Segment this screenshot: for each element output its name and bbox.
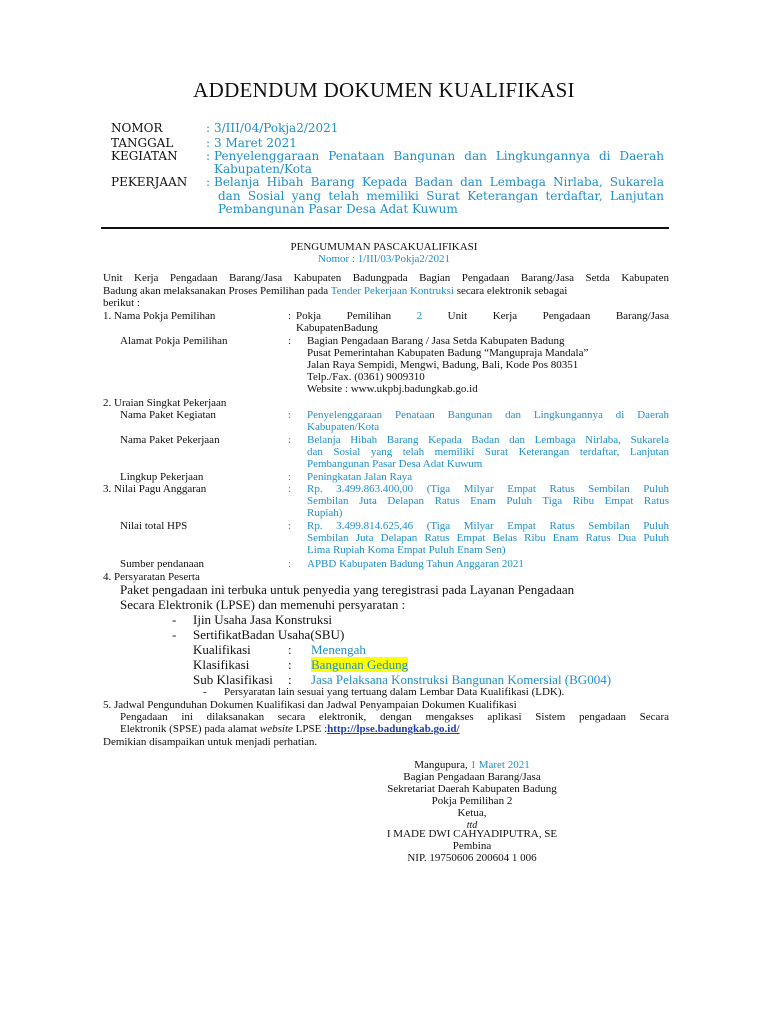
tanggal-value: 3 Maret 2021 [214,136,297,150]
item1-word: Pemilihan [346,310,392,322]
item5-line1: 5. Jadwal Pengunduhan Dokumen Kualifikasi dan Jadwal Penyampaian Dokumen Kualifikasi [103,699,517,711]
sumber-value: APBD Kabupaten Badung Tahun Anggaran 2021 [307,558,524,570]
klasifikasi-label: Klasifikasi [193,657,250,672]
sbu-item: SertifikatBadan Usaha(SBU) [193,627,345,642]
header-divider [101,227,669,229]
persyaratan-line2: Secara Elektronik (LPSE) dan memenuhi persyaratan : [120,597,406,612]
item2-label: 2. Uraian Singkat Pekerjaan [103,397,227,409]
item3-label: 3. Nilai Pagu Anggaran [103,483,207,495]
alamat-line1: Bagian Pengadaan Barang / Jasa Setda Kabupaten Badung [307,335,565,347]
paket-kegiatan-colon: : [288,409,292,421]
paket-pekerjaan-label: Nama Paket Pekerjaan [120,434,220,446]
paket-kegiatan-line1: Penyelenggaraan Penataan Bangunan dan Lingkungannya di Daerah [307,409,669,421]
kegiatan-label: KEGIATAN [111,149,178,163]
bullet-dash: - [172,612,177,627]
hps-line2: Sembilan Juta Delapan Ratus Empat Belas Ribu Enam Ratus Dua Puluh [307,532,669,544]
hps-colon: : [288,520,292,532]
alamat-line4: Telp./Fax. (0361) 9009310 [307,371,425,383]
item1-word: Unit [447,310,468,322]
closing-line: Demikian disampaikan untuk menjadi perhatian. [103,736,318,748]
intro-line2-start: Badung akan melaksanakan Proses Pemilihan pada [103,285,329,297]
subklas-label: Sub Klasifikasi [193,672,273,687]
item4-label: 4. Persyaratan Peserta [103,571,200,583]
signature-line4: Ketua, [457,807,487,819]
pagu-line2: Sembilan Juta Delapan Ratus Enam Puluh Tiga Ribu Empat Ratus [307,495,669,507]
lingkup-label: Lingkup Pekerjaan [120,471,204,483]
item1-pokja-number: 2 [416,310,423,322]
item1-word: Barang/Jasa [615,310,669,322]
signature-line3: Pokja Pemilihan 2 [431,795,513,807]
pekerjaan-value-line2: dan Sosial yang telah memiliki Surat Keterangan terdaftar, Lanjutan [218,189,664,203]
kualifikasi-colon: : [288,642,292,657]
item1-colon: : [288,310,292,322]
document-title: ADDENDUM DOKUMEN KUALIFIKASI [193,78,575,102]
hps-label: Nilai total HPS [120,520,188,532]
kualifikasi-label: Kualifikasi [193,642,251,657]
bullet-dash: - [172,627,177,642]
bullet-dash: - [203,686,207,698]
sumber-colon: : [288,558,292,570]
signature-nip: NIP. 19750606 200604 1 006 [407,852,537,864]
intro-line2-end: secara elektronik sebagai [456,285,568,297]
lain-item: Persyaratan lain sesuai yang tertuang dalam Lembar Data Kualifikasi (LDK). [224,686,565,698]
signature-name: I MADE DWI CAHYADIPUTRA, SE [386,828,558,840]
kegiatan-colon: : [206,149,211,163]
signature-line1: Bagian Pengadaan Barang/Jasa [403,771,541,783]
alamat-line5: Website : www.ukpbj.badungkab.go.id [307,383,478,395]
alamat-colon: : [288,335,292,347]
item5-line3-lpse: LPSE : [295,723,328,735]
item1-label: 1. Nama Pokja Pemilihan [103,310,216,322]
paket-pekerjaan-line3: Pembangunan Pasar Desa Adat Kuwum [307,458,483,470]
intro-line1: Unit Kerja Pengadaan Barang/Jasa Kabupaten Badungpada Bagian Pengadaan Barang/Jasa Setda Kabupaten [103,272,669,284]
alamat-label: Alamat Pokja Pemilihan [120,335,228,347]
pagu-line1: Rp. 3.499.863.400,00 (Tiga Milyar Empat Ratus Sembilan Puluh [307,483,669,495]
klasifikasi-colon: : [288,657,292,672]
paket-pekerjaan-line2: dan Sosial yang telah memiliki Surat Keterangan terdaftar, Lanjutan [307,446,669,458]
alamat-line2: Pusat Pemerintahan Kabupaten Badung “Mangupraja Mandala” [307,347,589,359]
item5-line3-start: Elektronik (SPSE) pada alamat [120,723,258,735]
nomor-colon: : [206,121,211,135]
alamat-line3: Jalan Raya Sempidi, Mengwi, Badung, Bali, Kode Pos 80351 [307,359,579,371]
announcement-heading: PENGUMUMAN PASCAKUALIFIKASI [290,241,478,253]
hps-line1: Rp. 3.499.814.625,46 (Tiga Milyar Empat Ratus Sembilan Puluh [307,520,669,532]
item5-line3 [120,723,460,736]
klasifikasi-highlight: Bangunan Gedung [311,657,409,672]
signature-line2: Sekretariat Daerah Kabupaten Badung [387,783,557,795]
item5-website-word: website [259,723,293,735]
signature-date: 1 Maret 2021 [470,759,530,771]
intro-line2 [103,285,567,298]
announcement-number: Nomor : 1/III/03/Pokja2/2021 [318,253,450,265]
pekerjaan-colon: : [206,175,211,189]
hps-line3: Lima Rupiah Koma Empat Puluh Enam Sen) [307,544,506,556]
subklas-colon: : [288,672,292,687]
nomor-value: 3/III/04/Pokja2/2021 [214,121,339,135]
pekerjaan-value-line3: Pembangunan Pasar Desa Adat Kuwum [218,202,458,216]
klasifikasi-value [311,657,408,673]
lingkup-colon: : [288,471,292,483]
pagu-line3: Rupiah) [307,507,343,519]
paket-pekerjaan-colon: : [288,434,292,446]
pagu-colon: : [288,483,292,495]
item1-word: Pengadaan [542,310,591,322]
intro-tender-type: Tender Pekerjaan Kontruksi [330,285,454,297]
signature-ttd: ttd [466,820,478,831]
pekerjaan-label: PEKERJAAN [111,175,188,189]
item1-value-line2: KabupatenBadung [296,322,378,334]
subklas-value: Jasa Pelaksana Konstruksi Bangunan Komersial (BG004) [311,672,612,687]
kegiatan-value-line1: Penyelenggaraan Penataan Bangunan dan Lingkungannya di Daerah [214,149,664,163]
tanggal-colon: : [206,136,211,150]
paket-kegiatan-label: Nama Paket Kegiatan [120,409,216,421]
lingkup-value: Peningkatan Jalan Raya [307,471,413,483]
kegiatan-value-line2: Kabupaten/Kota [214,162,312,176]
paket-kegiatan-line2: Kabupaten/Kota [307,421,380,433]
intro-line3: berikut : [103,297,140,309]
iujk-item: Ijin Usaha Jasa Konstruksi [193,612,333,627]
item1-word: Kerja [492,310,518,322]
lpse-link[interactable]: http://lpse.badungkab.go.id/ [327,723,460,735]
sumber-label: Sumber pendanaan [120,558,204,570]
paket-pekerjaan-line1: Belanja Hibah Barang Kepada Badan dan Lembaga Nirlaba, Sukarela [307,434,669,446]
signature-rank: Pembina [452,840,492,852]
item1-word: Pokja [296,310,322,322]
persyaratan-line1: Paket pengadaan ini terbuka untuk penyedia yang teregistrasi pada Layanan Pengadaan [120,582,575,597]
nomor-label: NOMOR [111,121,163,135]
pekerjaan-value-line1: Belanja Hibah Barang Kepada Badan dan Lembaga Nirlaba, Sukarela [214,175,664,189]
signature-place: Mangupura, [414,759,468,771]
item5-line2: Pengadaan ini dilaksanakan secara elektronik, dengan mengakses aplikasi Sistem pengadaan Secara [120,711,669,723]
kualifikasi-value: Menengah [311,642,366,657]
tanggal-label: TANGGAL [111,136,174,150]
